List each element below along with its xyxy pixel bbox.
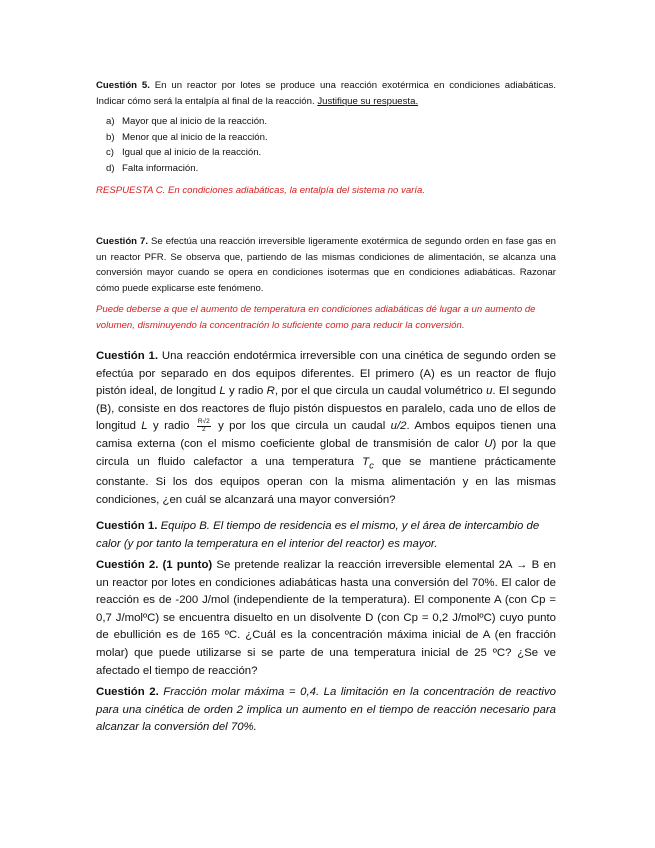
question-1-answer-text: Equipo B. El tiempo de residencia es el mismo, y el área de intercambio de calor (y por tanto la temperatura en el interior del reactor) es mayor. xyxy=(96,520,540,550)
question-1-text-2: y radio xyxy=(225,385,267,398)
question-1-heading: Cuestión 1. xyxy=(96,350,159,362)
question-5-options xyxy=(96,114,556,176)
question-1-text-4: . El segundo (B), consiste en dos reactores de flujo pistón dispuestos en paralelo, cada uno de ellos de longitud xyxy=(96,385,556,433)
option-d xyxy=(96,161,556,177)
question-1-text-3: , por el que circula un caudal volumétrico xyxy=(274,385,487,398)
question-5-text: En un reactor por lotes se produce una reacción exotérmica en condiciones adiabáticas. Indicar cómo será la entalpía al final de la reacción. xyxy=(96,80,556,107)
option-b-text: Menor que al inicio de la reacción. xyxy=(122,131,268,143)
question-5-justify: Justifique su respuesta. xyxy=(317,95,419,107)
question-7 xyxy=(96,234,556,296)
question-1-text-5: y radio xyxy=(147,420,195,433)
question-2-answer xyxy=(96,684,556,737)
question-1-text-6: y por los que circula un caudal xyxy=(212,420,391,433)
question-1-text-9: que se mantiene prácticamente constante. Si los dos equipos operan con la misma alimentación y en las mismas condiciones, ¿en cuál se alcanzará una mayor conversión? xyxy=(96,455,556,507)
option-a-letter: a) xyxy=(106,116,115,127)
question-2-text: Se pretende realizar la reacción irreversible elemental 2A → B en un reactor por lotes en condiciones adiabáticas hasta una conversión del 70%. El calor de reacción es de -200 J/mol (independiente de la temperatura). El componente A (con Cp = 0,7 J/molºC) se encuentra disuelto en un disolvente D (con Cp = 0,2 J/molºC) cuyo punto de ebullición es de 165 ºC. ¿Cuál es la concentración máxima inicial de A (en fracción molar) que puede utilizarse si se parte de una temperatura inicial de 25 ºC? ¿Se ve afectado el tiempo de reacción? xyxy=(96,559,556,677)
var-length-2: L xyxy=(141,420,148,433)
var-flow: u xyxy=(486,385,493,398)
question-7-heading: Cuestión 7. xyxy=(96,236,149,247)
option-c-text: Igual que al inicio de la reacción. xyxy=(122,147,262,158)
question-5 xyxy=(96,78,556,109)
question-2-answer-text: Fracción molar máxima = 0,4. La limitación en la concentración de reactivo para una cinética de orden 2 implica un aumento en el tiempo de reacción necesario para alcanzar la conversión del 70%. xyxy=(96,686,556,734)
option-b xyxy=(96,130,556,146)
var-radius: R xyxy=(266,385,275,398)
var-length: L xyxy=(219,385,226,398)
question-1-answer-heading: Cuestión 1. xyxy=(96,520,158,532)
question-1-text-7: . Ambos equipos tienen una camisa externa (con el mismo coeficiente global de transmisión de calor xyxy=(96,420,556,450)
fraction-numerator: R√2 xyxy=(197,418,210,426)
question-7-text: Se efectúa una reacción irreversible ligeramente exotérmica de segundo orden en fase gas en un reactor PFR. Se observa que, partiendo de las mismas condiciones de alimentación, se alcanza una conversión mayor cuando se opera en condiciones isotermas que en condiciones adiabáticas. Razonar cómo puede explicarse este fenómeno. xyxy=(96,236,556,294)
question-2-heading: Cuestión 2. (1 punto) xyxy=(96,559,213,571)
question-7-answer: Puede deberse a que el aumento de temperatura en condiciones adiabáticas dé lugar a un aumento de volumen, disminuyendo la concentración lo suficiente como para reducir la conversión. xyxy=(96,304,536,331)
var-half-flow: u/2 xyxy=(390,420,407,433)
question-1-answer xyxy=(96,518,556,553)
radius-fraction xyxy=(197,419,211,433)
var-temperature-symbol: T xyxy=(362,455,370,468)
question-1-text-1: Una reacción endotérmica irreversible con una cinética de segundo orden se efectúa por separado en dos equipos diferentes. El primero (A) es un reactor de flujo pistón ideal, de longitud xyxy=(96,350,556,398)
question-5-heading: Cuestión 5. xyxy=(96,80,150,91)
question-2 xyxy=(96,557,556,680)
option-d-text: Falta información. xyxy=(122,162,199,174)
option-c xyxy=(96,145,556,161)
fraction-denominator: 2 xyxy=(201,425,206,433)
option-d-letter: d) xyxy=(106,162,115,174)
var-temperature xyxy=(362,455,374,471)
question-1 xyxy=(96,348,556,510)
option-a-text: Mayor que al inicio de la reacción. xyxy=(122,116,268,127)
var-temperature-subscript: c xyxy=(369,459,374,471)
option-b-letter: b) xyxy=(106,131,115,143)
option-a xyxy=(96,114,556,130)
option-c-letter: c) xyxy=(106,147,114,158)
question-2-answer-heading: Cuestión 2. xyxy=(96,686,159,698)
var-heat-coefficient: U xyxy=(484,437,493,450)
question-5-answer: RESPUESTA C. En condiciones adiabáticas, la entalpía del sistema no varía. xyxy=(96,185,426,196)
question-1-text-8: ) por la que circula un fluido calefactor a una temperatura xyxy=(96,437,556,468)
